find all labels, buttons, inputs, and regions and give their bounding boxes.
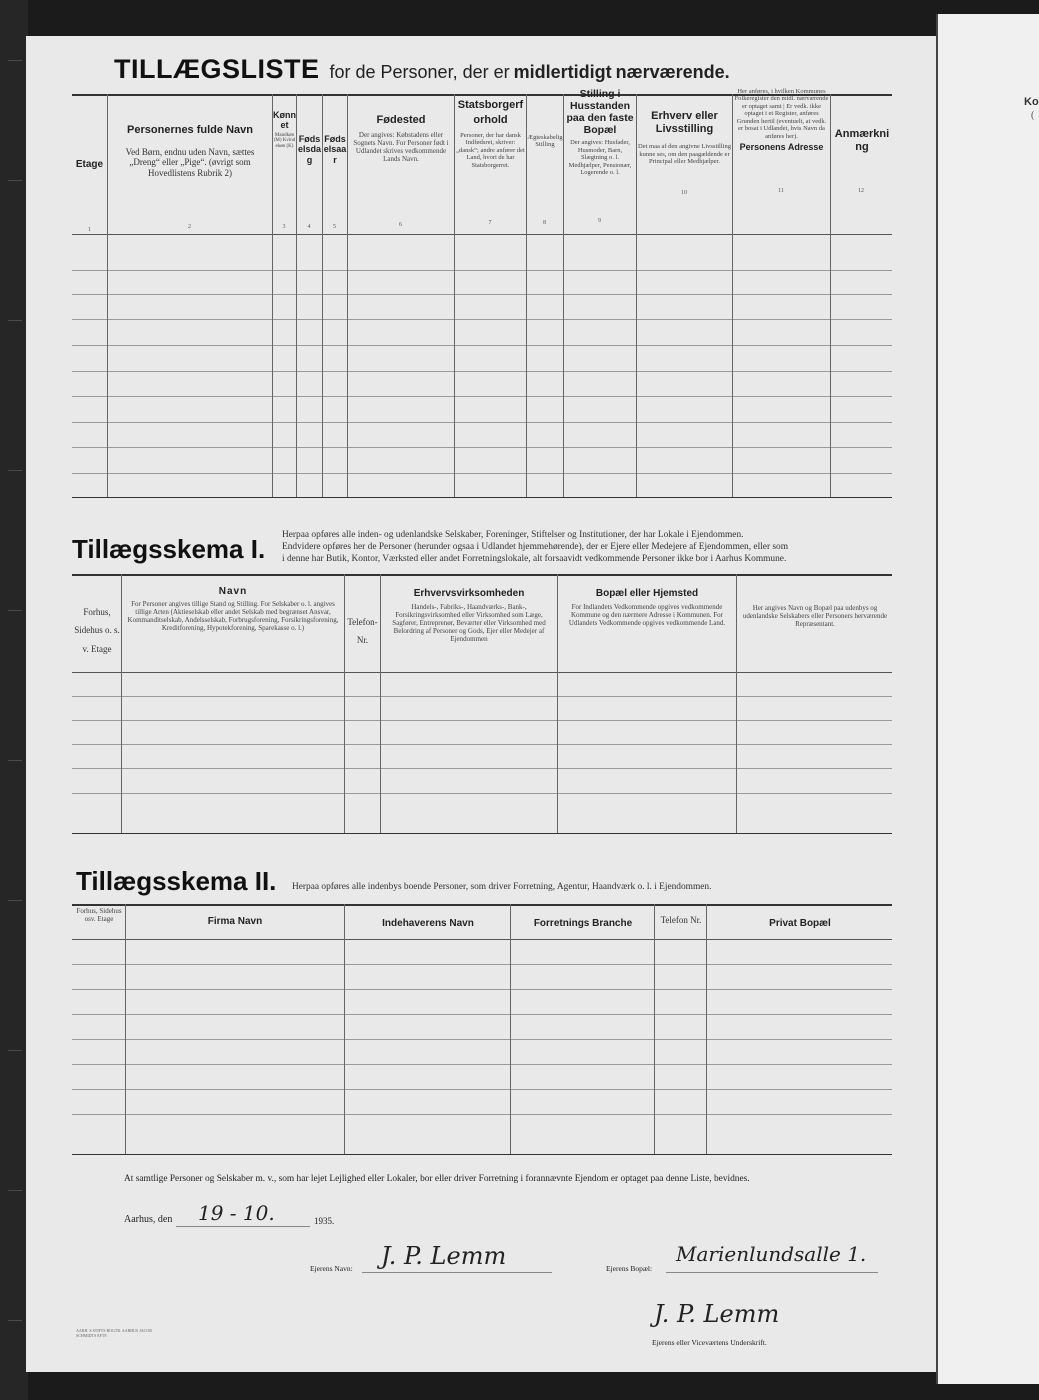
liste-title-rest: for de Personer, der er xyxy=(329,62,510,82)
liste-col-konnet: Kønnet Mandkøn (M) Kvindekøn (K) xyxy=(273,110,296,150)
liste-col-fodested: Fødested Der angives: Købstadens eller Sognets Navn. For Personer født i Udlandet skrives vedkommende Lands Navn. xyxy=(353,114,449,163)
form-page xyxy=(26,36,936,1372)
skema1-col-telefon: Telefon-Nr. xyxy=(347,617,378,646)
liste-title-end: nærværende. xyxy=(615,62,730,82)
skema2-col-telefon: Telefon Nr. xyxy=(660,915,702,925)
liste-col-stilling: Stilling i Husstanden paa den faste Bopæl Der angives: Husfader, Husmoder, Barn, Slægtning o. l. Medhjælper, Pensionær, Logerende o. l. xyxy=(566,88,634,177)
skema2-desc: Herpaa opføres alle indenbys boende Personer, som driver Forretning, Agentur, Haandværk o. l. i Ejendommen. xyxy=(292,882,712,892)
liste-col-fodselsaar: Fødselsaar xyxy=(323,134,347,165)
book-spine xyxy=(0,0,28,1400)
owner-name-label: Ejerens Navn: xyxy=(310,1264,353,1273)
colnum-7: 7 xyxy=(488,220,492,226)
liste-col-aegteskabelig: Ægteskabelig Stilling xyxy=(527,134,563,149)
liste-title-bold: TILLÆGSLISTE xyxy=(114,54,320,84)
skema2-title: Tillægsskema II. xyxy=(76,866,277,896)
skema2-col-firma: Firma Navn xyxy=(207,916,263,927)
liste-col-navn: Personernes fulde Navn Ved Børn, endnu uden Navn, sættes „Dreng“ eller „Pige“. (øvrigt som Hovedlistens Rubrik 2) xyxy=(125,124,255,179)
right-page-mark: ( xyxy=(1031,110,1035,121)
date-city: Aarhus, den xyxy=(124,1214,173,1225)
colnum-1: 1 xyxy=(88,227,91,233)
colnum-11: 11 xyxy=(778,188,784,194)
owner-address-handwritten: Marienlundsalle 1. xyxy=(676,1242,867,1266)
printer-mark: AARH. S STIFTS BOGTR. AARHUS JACOB SCHMIDTS EFTF. xyxy=(76,1328,152,1339)
liste-col-statsborger: Statsborgerforhold Personer, der har dansk Indfødsret, skriver: „dansk“; andre anfører det Land, hvori de har Statsborgerret. xyxy=(456,99,525,169)
date-handwritten: 19 - 10. xyxy=(198,1201,275,1225)
skema1-col-bopael: Bopæl eller Hjemsted For Indlandets Vedkommende opgives vedkommende Kommune og den nærmere Adresse i Kommunen. For Udlandets Vedkommende opgives vedkommende Land. xyxy=(568,588,726,627)
skema2-col-indehaver: Indehaverens Navn xyxy=(382,918,474,929)
skema2-col-privat: Privat Bopæl xyxy=(769,918,831,929)
liste-title xyxy=(114,54,730,85)
skema1-col-repraesentant: Her angives Navn og Bopæl paa udenbys og udenlandske Selskabers eller Personers herværende Repræsentant. xyxy=(742,604,888,629)
colnum-9: 9 xyxy=(598,218,601,224)
owner-name-handwritten: J. P. Lemm xyxy=(381,1242,507,1270)
colnum-10: 10 xyxy=(681,190,687,196)
skema1-col-forhus: Forhus, Sidehus o. s. v. Etage xyxy=(74,607,120,654)
colnum-12: 12 xyxy=(858,188,864,194)
skema1-col-navn: Navn For Personer angives tillige Stand og Stilling. For Selskaber o. l. angives tillige Arten (Aktieselskab eller andet Selskab med begrænset Ansvar, Kommanditselskab, Andelsselskab, Forbrugsforening, Forsikringsforening, Kreditforening, Hypotekforening, Sparekasse o. l.) xyxy=(127,586,339,632)
colnum-3: 3 xyxy=(282,224,286,230)
liste-col-etage: Etage xyxy=(75,159,104,170)
skema1-col-erhverv: Erhvervsvirksomheden Handels-, Fabriks-, Haandværks-, Bank-, Forsikringsvirksomhed eller Virksomhed som Læge, Sagfører, Entreprenør, Beværter eller Virksomhed med Belordring af Personer og Gods, Ejer eller Medejer af Ejendommen xyxy=(392,588,546,643)
skema1-title: Tillægsskema I. xyxy=(72,534,266,564)
colnum-6: 6 xyxy=(399,222,402,228)
colnum-5: 5 xyxy=(333,224,336,230)
right-page-fragment: Ko xyxy=(1024,96,1039,108)
colnum-8: 8 xyxy=(543,220,546,226)
liste-title-bold2: midlertidigt xyxy=(513,62,612,82)
date-year: 1935. xyxy=(314,1216,335,1226)
colnum-4: 4 xyxy=(307,224,311,230)
owner-address-label: Ejerens Bopæl: xyxy=(606,1264,653,1273)
colnum-2: 2 xyxy=(188,224,191,230)
skema2-col-branche: Forretnings Branche xyxy=(533,918,633,929)
attestation: At samtlige Personer og Selskaber m. v., som har lejet Lejlighed eller Lokaler, bor eller driver Forretning i forannævnte Ejendom er optaget paa denne Liste, bevidnes. xyxy=(124,1174,750,1184)
right-page xyxy=(936,14,1039,1384)
skema1-desc: Herpaa opføres alle inden- og udenlandske Selskaber, Foreninger, Stiftelser og Institutioner, der har Lokale i Ejendommen. Endvidere opføres her de Personer (herunder ogsaa i Udlandet hjemmehørende), der er Ejere eller Medejere af Ejendommen, eller som i denne har Butik, Kontor, Værksted eller andet Forretningslokale, alt forsaavidt vedkommende Personer ikke bor i Aarhus Kommune. xyxy=(282,530,789,564)
liste-col-anmaerkning: Anmærkning xyxy=(834,128,890,153)
signature-label: Ejerens eller Viceværtens Underskrift. xyxy=(652,1338,767,1347)
signature-handwritten: J. P. Lemm xyxy=(654,1300,780,1328)
liste-col-adresse: Her anføres, i hvilken Kommunes Folkeregister den midl. nærværende er optaget samt | Er vedk. ikke optaget i et Register, anføres Grunden hertil (eventuelt, at vedk. er bosat i Udlandet, hvis Navn da anføres her). Personens Adresse xyxy=(734,88,829,153)
liste-col-erhverv: Erhverv eller Livsstilling Det maa af den angivne Livsstilling kunne ses, om den paagældende er Principal eller Medhjælper. xyxy=(638,110,731,166)
liste-col-fodselsdag: Fødselsdag xyxy=(297,134,321,165)
skema2-col-forhus: Forhus, Sidehus osv. Etage xyxy=(76,907,122,924)
